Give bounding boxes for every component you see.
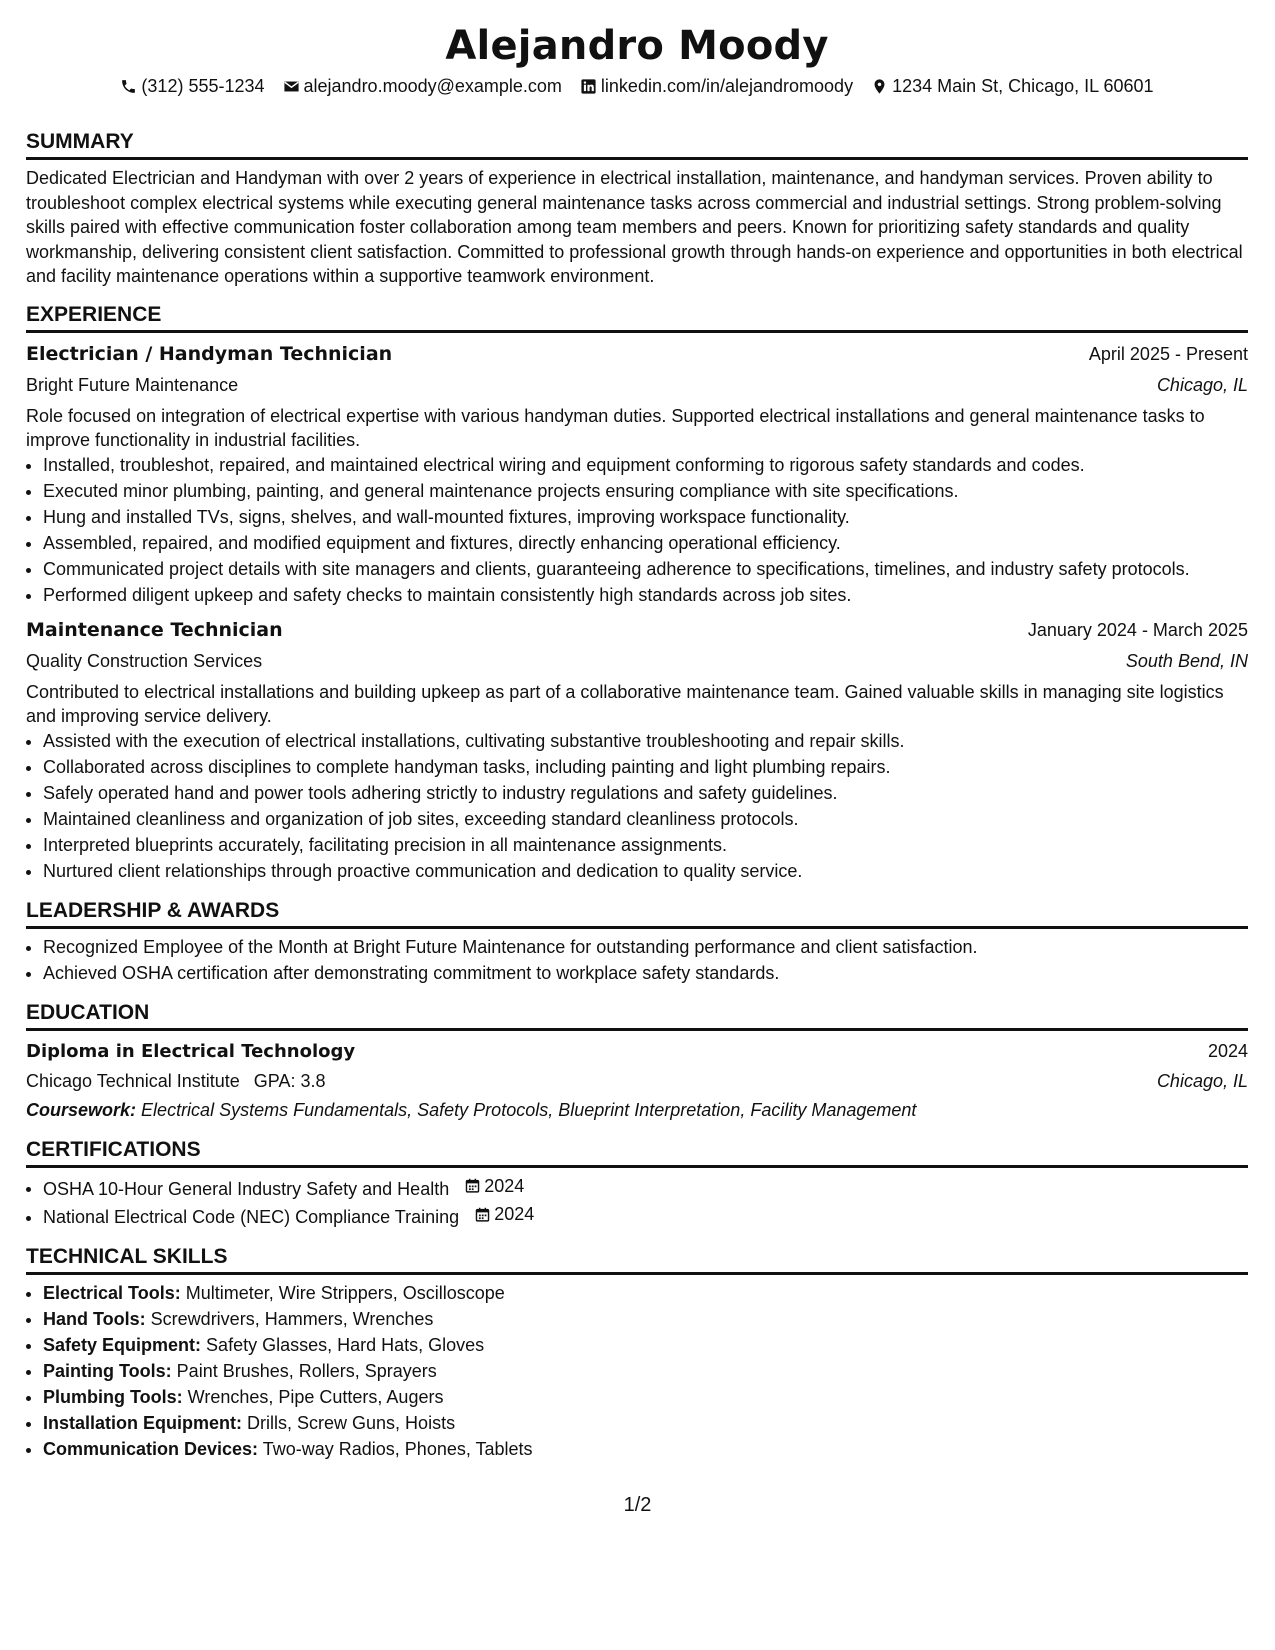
list-item: • Maintained cleanliness and organization of job sites, exceeding standard cleanliness protocols. — [43, 807, 1248, 832]
skill-values: Drills, Screw Guns, Hoists — [247, 1413, 456, 1433]
job-location: Chicago, IL — [1156, 374, 1248, 395]
skill-category: Safety Equipment: — [43, 1335, 202, 1355]
certification-name: National Electrical Code (NEC) Compliance Training — [43, 1207, 460, 1227]
certifications-section — [26, 1136, 1248, 1230]
degree-title: Diploma in Electrical Technology — [26, 1040, 356, 1062]
certification-year: 2024 — [484, 1175, 525, 1196]
email-text: alejandro.moody@example.com — [303, 76, 562, 96]
contact-address — [871, 74, 1154, 98]
candidate-name: Alejandro Moody — [445, 23, 829, 69]
education-section — [26, 999, 1248, 1124]
skill-values: Two-way Radios, Phones, Tablets — [262, 1439, 533, 1459]
leadership-list — [26, 935, 1248, 986]
summary-text: Dedicated Electrician and Handyman with over 2 years of experience in electrical installation, maintenance, and handyman services. Proven ability to troubleshoot complex electrical systems while executing general maintenance tasks across commercial and industrial settings. Strong problem-solving skills paired with effective communication foster collaboration among team members and peers. Known for prioritizing safety standards and quality workmanship, delivering consistent client satisfaction. Committed to professional growth through hands-on experience and opportunities in both electrical and facility maintenance operations within a supportive teamwork environment. — [26, 168, 1243, 286]
list-item: • Installed, troubleshot, repaired, and maintained electrical wiring and equipment conforming to rigorous safety standards and codes. — [43, 453, 1248, 478]
list-item: • Interpreted blueprints accurately, facilitating precision in all maintenance assignments. — [43, 833, 1248, 858]
calendar-icon — [464, 1177, 481, 1194]
contact-phone[interactable] — [120, 74, 264, 98]
job-dates: April 2025 - Present — [1088, 343, 1248, 364]
list-item — [43, 1174, 1248, 1201]
certification-year: 2024 — [494, 1204, 535, 1225]
list-item: • Recognized Employee of the Month at Bright Future Maintenance for outstanding performance and client satisfaction. — [43, 935, 1248, 960]
contact-email[interactable] — [283, 74, 562, 98]
coursework-line — [26, 1096, 1248, 1124]
skill-category: Hand Tools: — [43, 1309, 146, 1329]
certification-name: OSHA 10-Hour General Industry Safety and Health — [43, 1178, 450, 1199]
list-item: • Nurtured client relationships through proactive communication and dedication to quality service. — [43, 859, 1248, 884]
address-text: 1234 Main St, Chicago, IL 60601 — [892, 76, 1154, 96]
list-item: • Executed minor plumbing, painting, and general maintenance projects ensuring compliance with site specifications. — [43, 479, 1248, 504]
job-location: South Bend, IN — [1125, 650, 1248, 671]
section-title: CERTIFICATIONS — [26, 1136, 1248, 1168]
job-entry — [26, 339, 1248, 608]
school-name: Chicago Technical Institute — [26, 1070, 240, 1091]
job-dates: January 2024 - March 2025 — [1027, 619, 1248, 640]
skills-list — [26, 1281, 1248, 1462]
skill-category: Electrical Tools: — [43, 1283, 181, 1303]
list-item — [43, 1307, 1248, 1332]
phone-text: (312) 555-1234 — [141, 76, 265, 96]
skill-values: Multimeter, Wire Strippers, Oscilloscope — [185, 1283, 505, 1303]
location-pin-icon — [871, 78, 888, 95]
section-title: LEADERSHIP & AWARDS — [26, 897, 1248, 929]
list-item: • Achieved OSHA certification after demonstrating commitment to workplace safety standards. — [43, 961, 1248, 986]
list-item: • Collaborated across disciplines to complete handyman tasks, including painting and light plumbing repairs. — [43, 755, 1248, 780]
list-item: • Assembled, repaired, and modified equipment and fixtures, directly enhancing operational efficiency. — [43, 531, 1248, 556]
skill-category: Painting Tools: — [43, 1361, 172, 1381]
school-location: Chicago, IL — [1156, 1070, 1248, 1091]
list-item — [43, 1437, 1248, 1462]
certifications-list — [26, 1174, 1248, 1230]
list-item: • Performed diligent upkeep and safety checks to maintain consistently high standards across job sites. — [43, 583, 1248, 608]
coursework-text: Electrical Systems Fundamentals, Safety Protocols, Blueprint Interpretation, Facility Management — [141, 1099, 917, 1120]
gpa: GPA: 3.8 — [253, 1070, 326, 1091]
calendar-icon — [474, 1206, 491, 1223]
section-title: TECHNICAL SKILLS — [26, 1243, 1248, 1275]
skill-values: Safety Glasses, Hard Hats, Gloves — [206, 1335, 485, 1355]
skill-category: Installation Equipment: — [43, 1413, 243, 1433]
job-title: Maintenance Technician — [26, 618, 283, 641]
linkedin-icon — [580, 78, 597, 95]
summary-section — [26, 128, 1248, 289]
list-item — [43, 1333, 1248, 1358]
coursework-label: Coursework: — [26, 1099, 137, 1120]
linkedin-text: linkedin.com/in/alejandromoody — [600, 76, 854, 96]
list-item — [43, 1385, 1248, 1410]
graduation-year: 2024 — [1207, 1040, 1248, 1061]
list-item — [43, 1281, 1248, 1306]
page-number: 1/2 — [623, 1494, 652, 1516]
job-company: Quality Construction Services — [26, 650, 263, 671]
job-bullets — [26, 453, 1248, 608]
list-item — [43, 1411, 1248, 1436]
list-item: • Assisted with the execution of electrical installations, cultivating substantive troubleshooting and repair skills. — [43, 729, 1248, 754]
job-title: Electrician / Handyman Technician — [26, 342, 393, 365]
job-bullets — [26, 729, 1248, 884]
list-item — [43, 1202, 1248, 1229]
section-title: SUMMARY — [26, 128, 1248, 160]
experience-section — [26, 301, 1248, 884]
job-description: Contributed to electrical installations and building upkeep as part of a collaborative maintenance team. Gained valuable skills in managing site logistics and improving service delivery. — [26, 681, 1224, 726]
leadership-section — [26, 897, 1248, 986]
contact-bar — [26, 74, 1248, 98]
skill-category: Plumbing Tools: — [43, 1387, 183, 1407]
phone-icon — [120, 78, 137, 95]
skill-values: Wrenches, Pipe Cutters, Augers — [187, 1387, 444, 1407]
list-item: • Communicated project details with site managers and clients, guaranteeing adherence to specifications, timelines, and industry safety protocols. — [43, 557, 1248, 582]
list-item: • Safely operated hand and power tools adhering strictly to industry regulations and safety guidelines. — [43, 781, 1248, 806]
list-item — [43, 1359, 1248, 1384]
list-item: • Hung and installed TVs, signs, shelves, and wall-mounted fixtures, improving workspace functionality. — [43, 505, 1248, 530]
job-description: Role focused on integration of electrical expertise with various handyman duties. Supported electrical installations and general maintenance tasks to improve functionality in industrial facilities. — [26, 405, 1205, 450]
envelope-icon — [283, 78, 300, 95]
job-entry — [26, 615, 1248, 884]
section-title: EXPERIENCE — [26, 301, 1248, 333]
job-company: Bright Future Maintenance — [26, 374, 239, 395]
skill-category: Communication Devices: — [43, 1439, 259, 1459]
contact-linkedin[interactable] — [580, 74, 853, 98]
skill-values: Paint Brushes, Rollers, Sprayers — [176, 1361, 437, 1381]
section-title: EDUCATION — [26, 999, 1248, 1031]
skills-section — [26, 1243, 1248, 1462]
skill-values: Screwdrivers, Hammers, Wrenches — [150, 1309, 434, 1329]
